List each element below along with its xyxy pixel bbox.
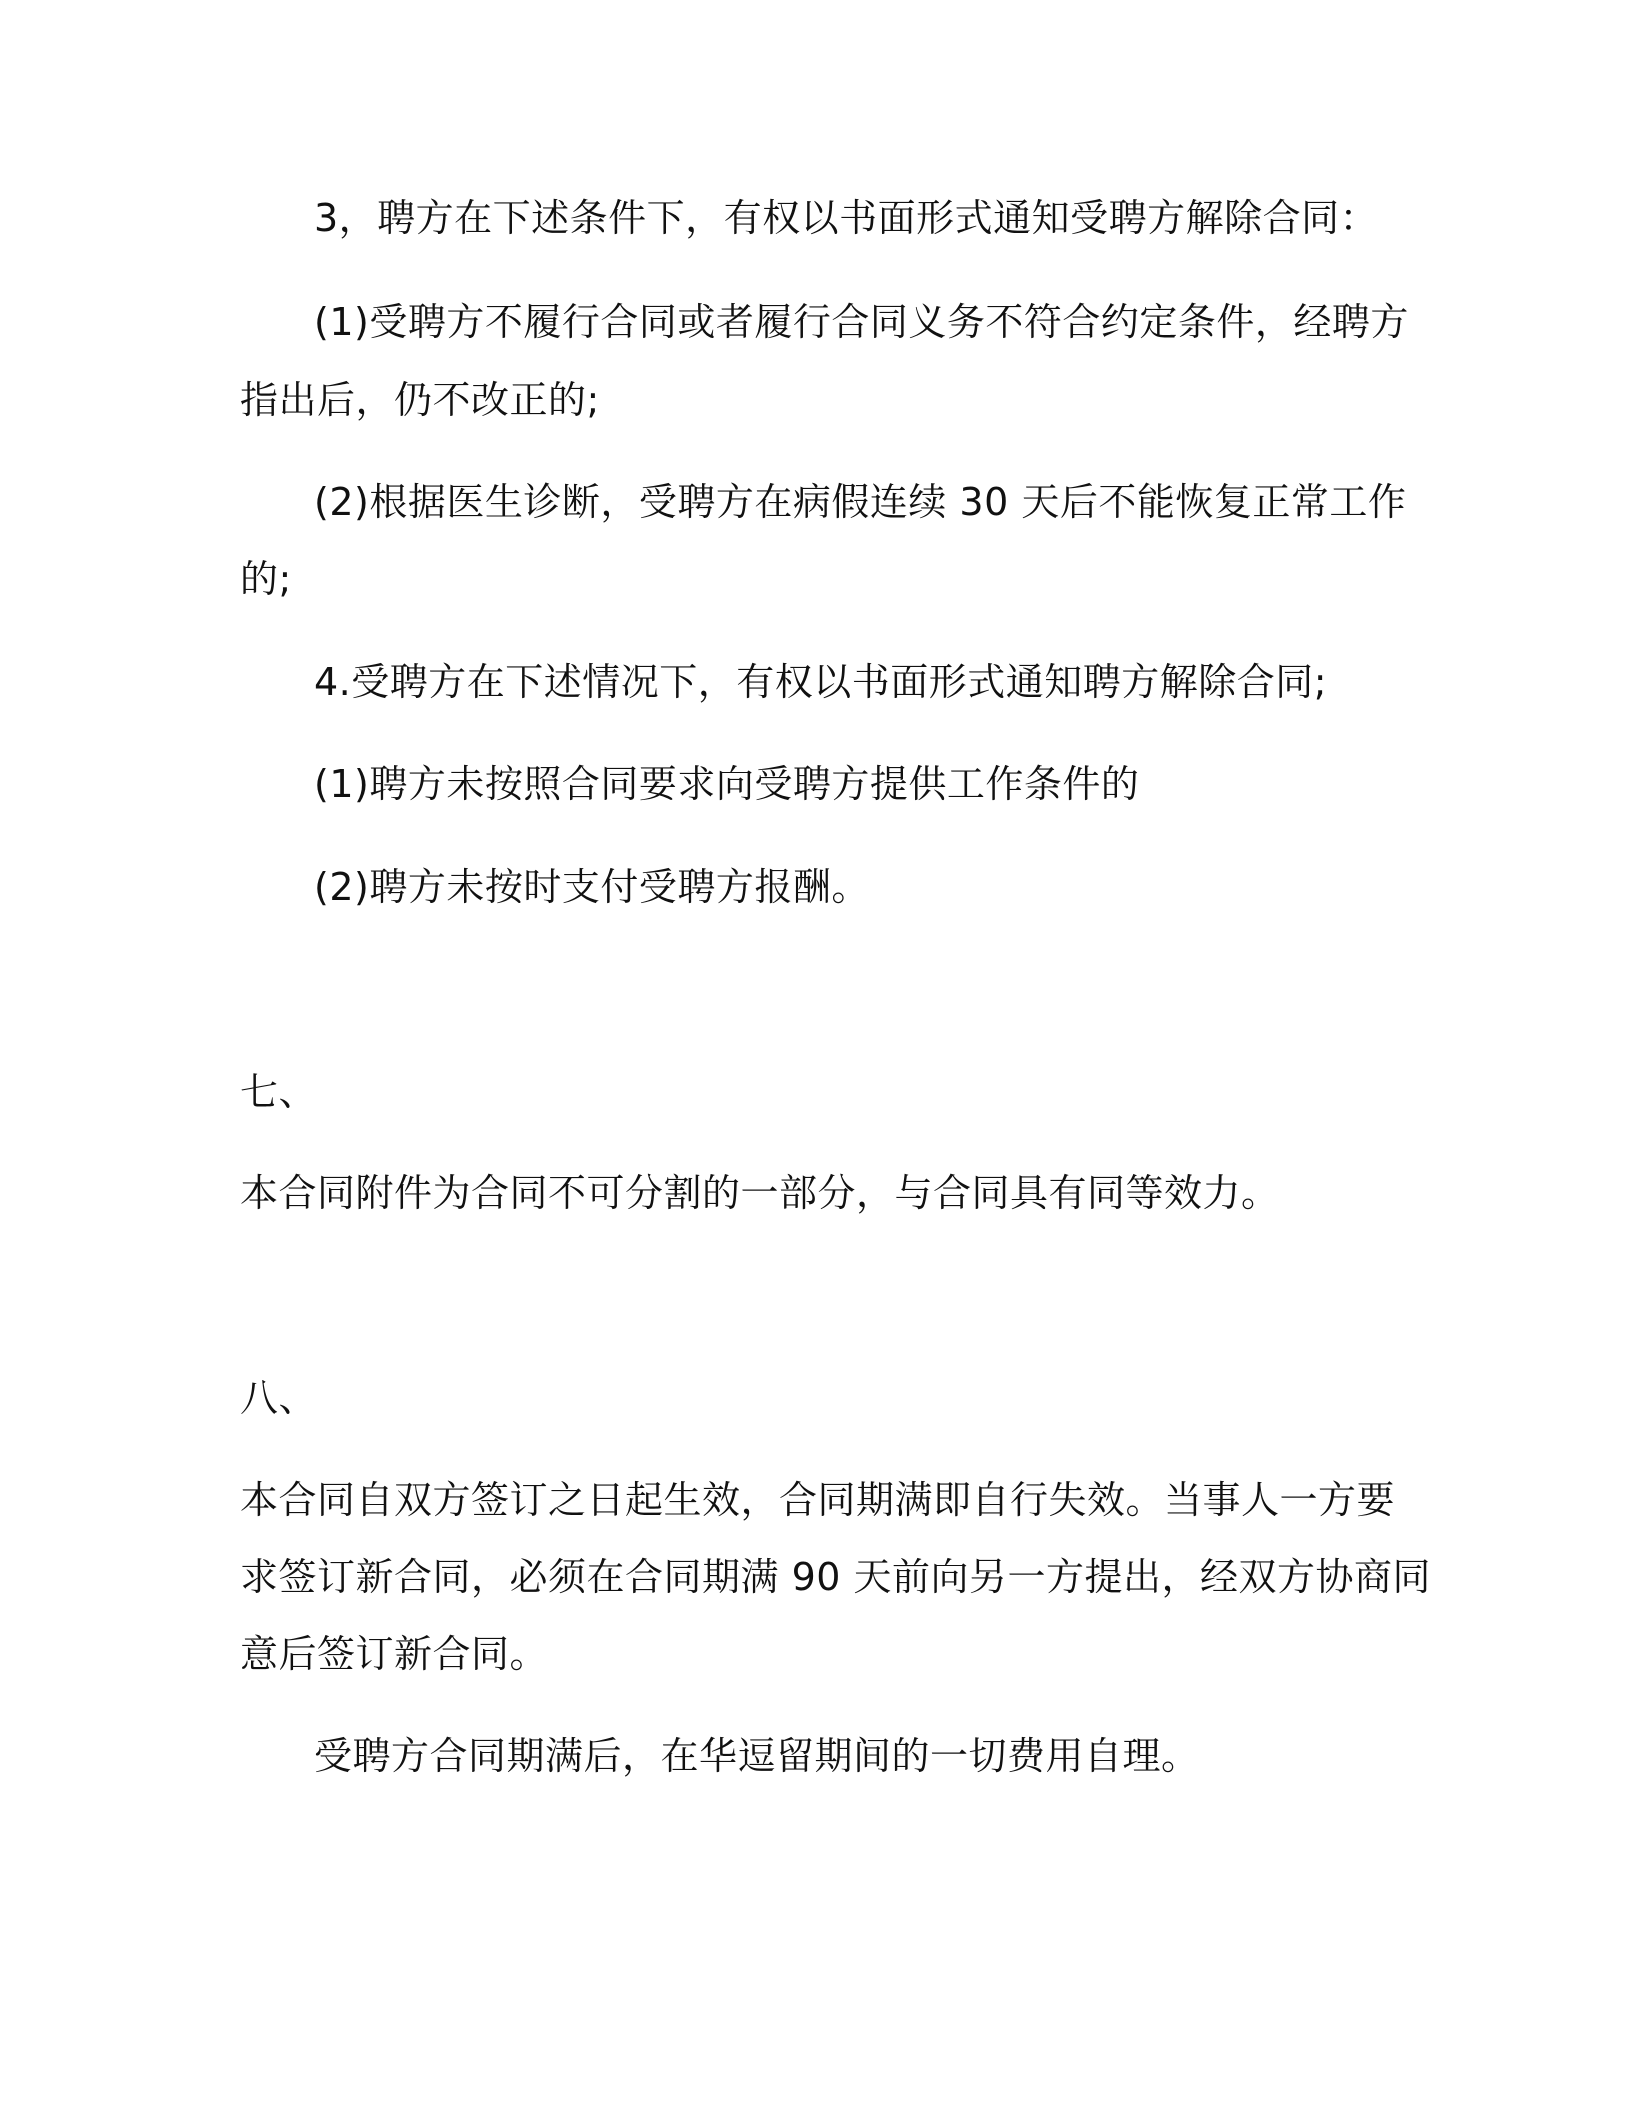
section-8-heading: 八、 <box>240 1376 318 1420</box>
clause-3-item-2-line-1: (2)根据医生诊断，受聘方在病假连续 30 天后不能恢复正常工作 <box>314 480 1407 524</box>
section-8-body-line-2: 求签订新合同，必须在合同期满 90 天前向另一方提出，经双方协商同 <box>240 1555 1432 1599</box>
section-8-body-line-1: 本合同自双方签订之日起生效，合同期满即自行失效。当事人一方要 <box>240 1478 1396 1522</box>
section-7-heading: 七、 <box>240 1070 318 1114</box>
clause-3-item-2-line-2: 的; <box>240 557 292 601</box>
section-8-body-line-3: 意后签订新合同。 <box>240 1632 549 1676</box>
section-7-body: 本合同附件为合同不可分割的一部分，与合同具有同等效力。 <box>240 1171 1280 1215</box>
clause-3-heading: 3，聘方在下述条件下，有权以书面形式通知受聘方解除合同： <box>314 196 1379 240</box>
section-8-expenses-paragraph: 受聘方合同期满后，在华逗留期间的一切费用自理。 <box>314 1734 1200 1778</box>
clause-4-heading: 4.受聘方在下述情况下，有权以书面形式通知聘方解除合同; <box>314 660 1328 704</box>
clause-3-item-1-line-1: (1)受聘方不履行合同或者履行合同义务不符合约定条件，经聘方 <box>314 300 1409 344</box>
clause-4-item-1: (1)聘方未按照合同要求向受聘方提供工作条件的 <box>314 762 1140 806</box>
clause-3-item-1-line-2: 指出后，仍不改正的; <box>240 378 600 422</box>
clause-4-item-2: (2)聘方未按时支付受聘方报酬。 <box>314 865 870 909</box>
